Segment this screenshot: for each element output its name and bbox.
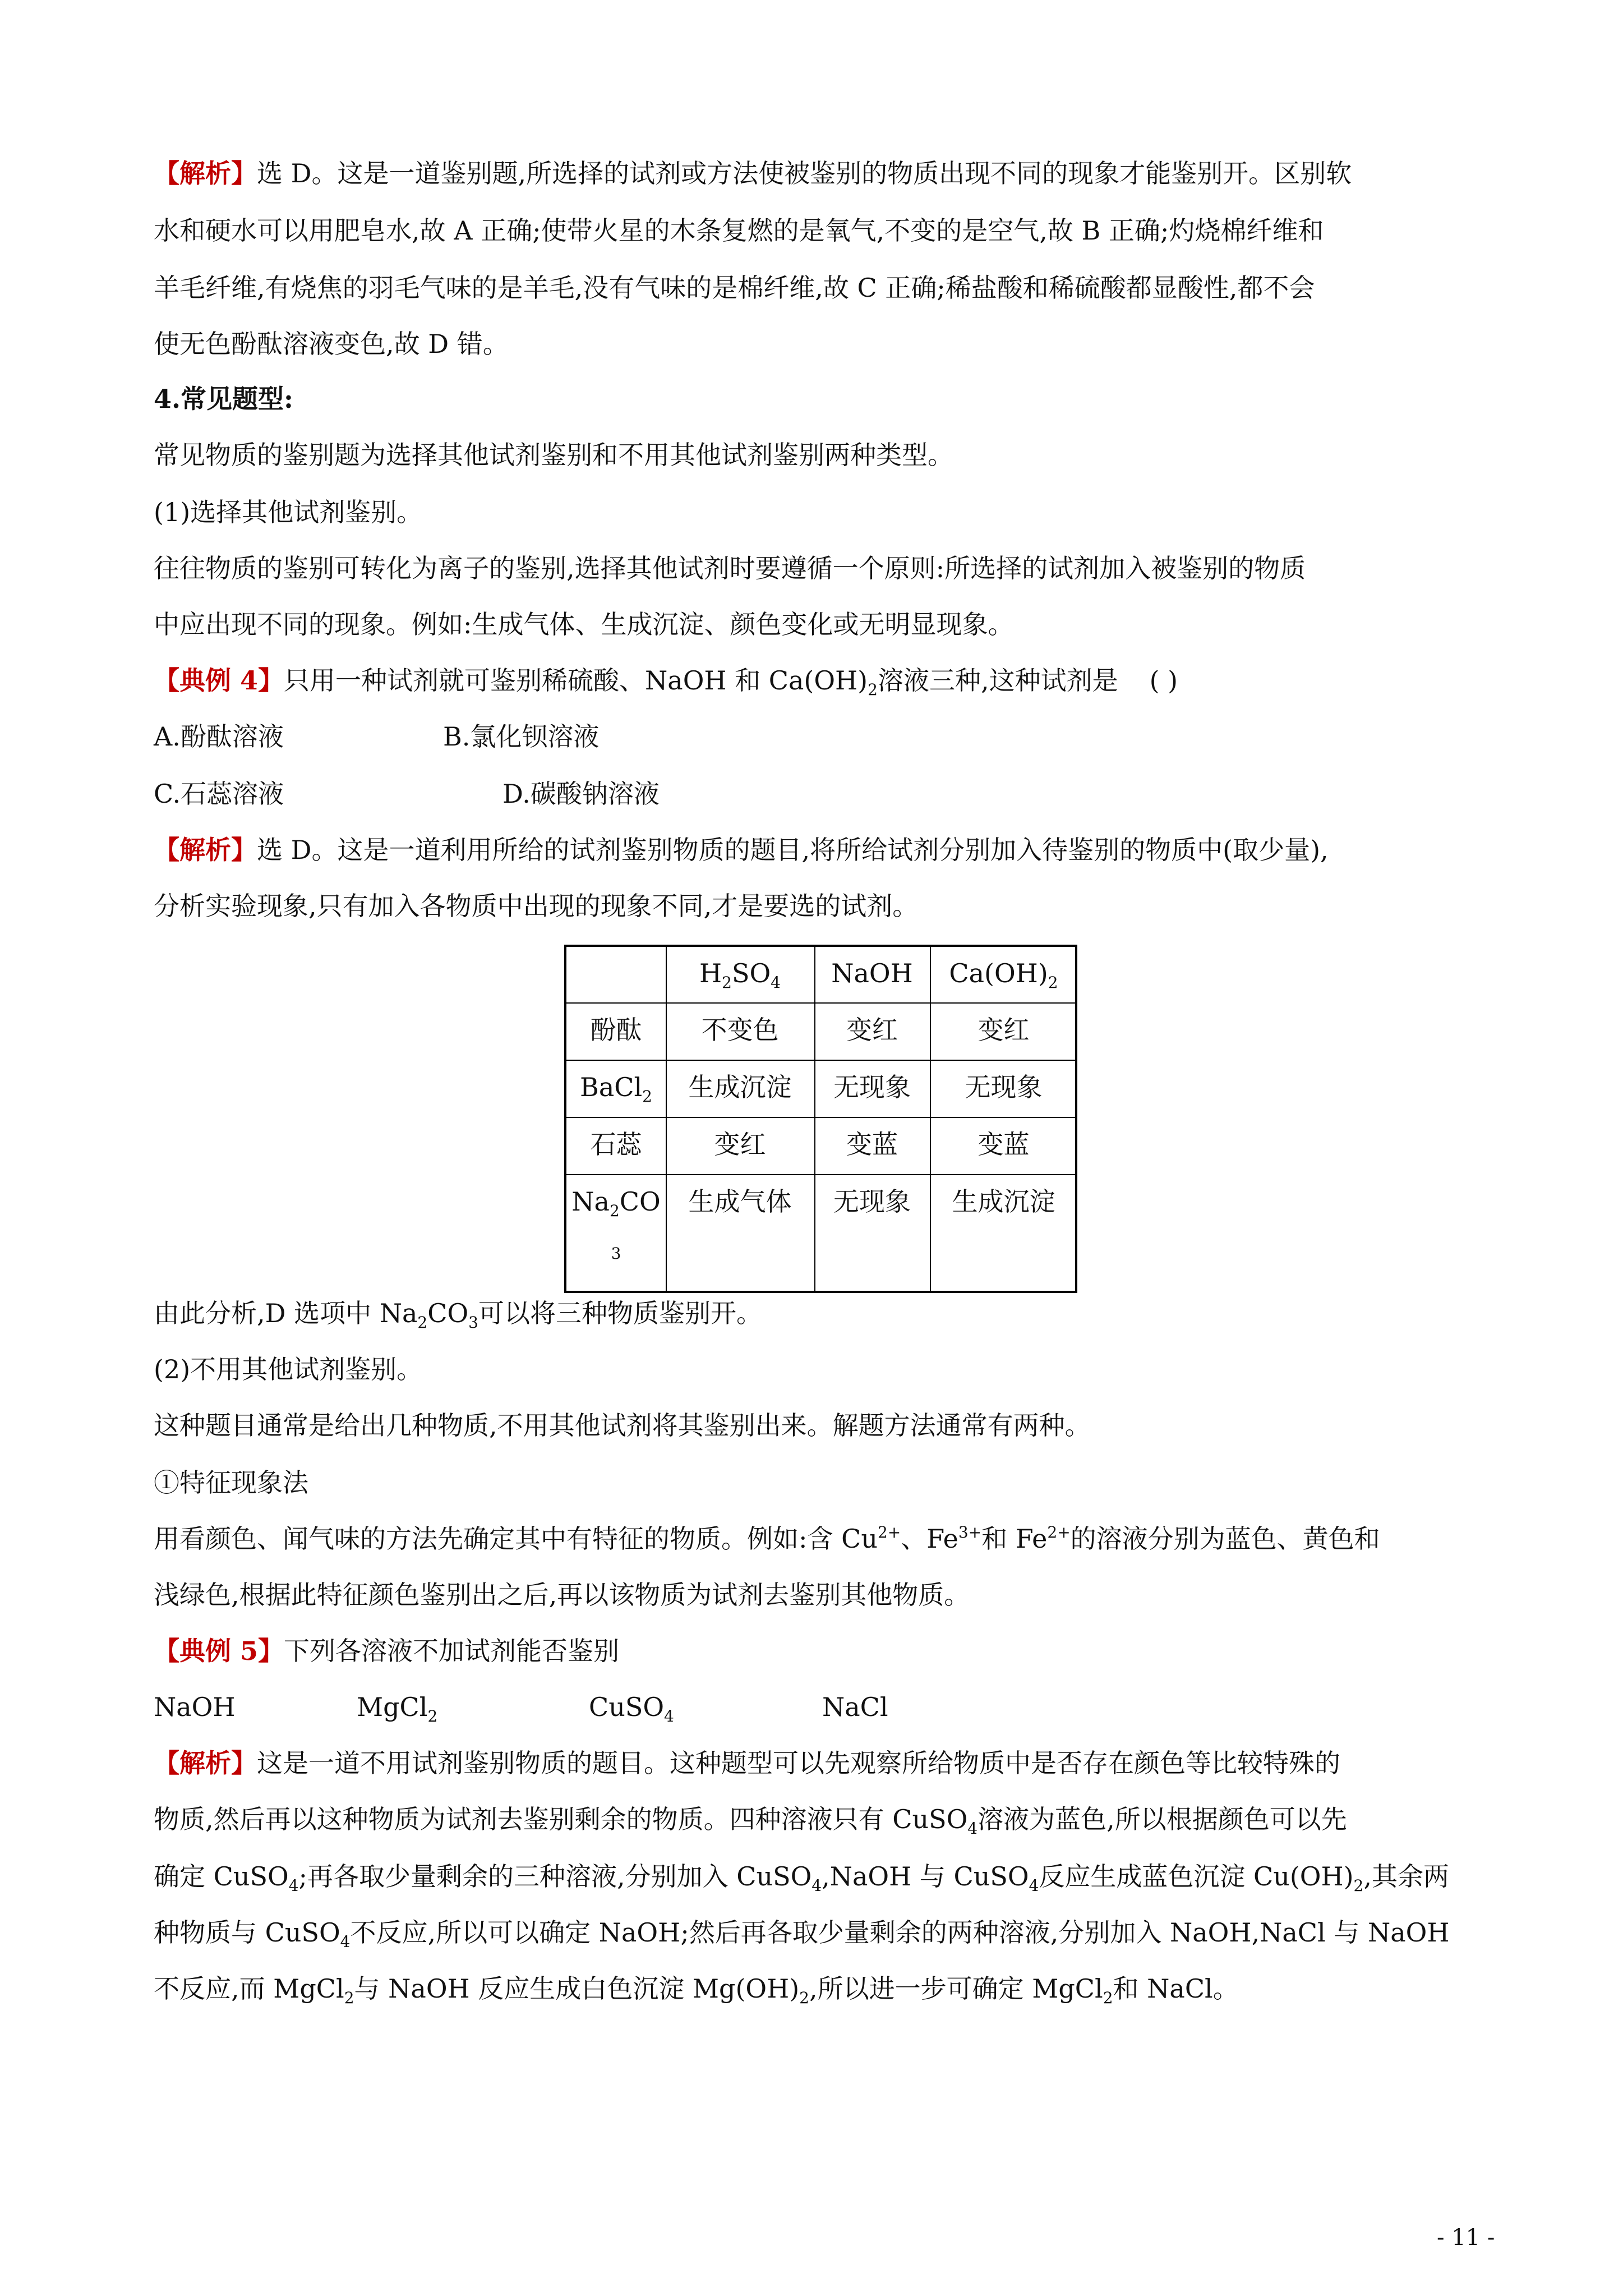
answer-blank: ( ) <box>1149 665 1178 696</box>
table-header-h2so4: $H_2SO_4$ <box>699 958 781 992</box>
table-row-label-na2co3: $Na_2CO$ <box>571 1186 661 1220</box>
table-row-label-bacl2: BaCl$_2$ <box>580 1072 652 1106</box>
option-b: B.氯化钡溶液 <box>443 721 600 752</box>
analysis-tag: 【解析】 <box>154 1748 257 1778</box>
analysis-3-line-3: 确定 CuSO$_4$;再各取少量剩余的三种溶液,分别加入 CuSO$_4$,NaOH 与 CuSO$_4$反应生成蓝色沉淀 $Cu(OH)_2$,其余两 <box>154 1861 1449 1895</box>
analysis-tag: 【解析】 <box>154 835 257 865</box>
table-row-label-na2co3-subscript: 3 <box>611 1244 621 1263</box>
reagent-table <box>564 945 1077 1293</box>
table-header-caoh2: $Ca(OH)_2$ <box>949 958 1058 992</box>
method-intro: 这种题目通常是给出几种物质,不用其他试剂将其鉴别出来。解题方法通常有两种。 <box>154 1410 1091 1441</box>
analysis-1-line-2: 水和硬水可以用肥皂水,故 A 正确;使带火星的木条复燃的是氧气,不变的是空气,故 B 正确;灼烧棉纤维和 <box>154 215 1324 246</box>
option-c: C.石蕊溶液 <box>154 779 284 809</box>
analysis-2-line-2: 分析实验现象,只有加入各物质中出现的现象不同,才是要选的试剂。 <box>154 891 919 921</box>
substance-nacl: NaCl <box>822 1692 888 1722</box>
table-cell: 无现象 <box>833 1072 911 1102</box>
table-divider <box>814 947 815 1291</box>
analysis-3-line-4: 种物质与 CuSO$_4$不反应,所以可以确定 NaOH;然后再各取少量剩余的两种溶液,分别加入 NaOH,NaCl 与 NaOH <box>154 1917 1450 1951</box>
analysis-2-line-1: 【解析】选 D。这是一道利用所给的试剂鉴别物质的题目,将所给试剂分别加入待鉴别的物质中(取少量), <box>154 835 1329 865</box>
example-4-tag: 【典例 4】 <box>154 665 284 696</box>
example-4-question: 【典例 4】只用一种试剂就可鉴别稀硫酸、NaOH 和 $Ca(OH)_2$溶液三种,这种试剂是 ( ) <box>154 665 1178 699</box>
table-header-naoh: NaOH <box>831 958 913 988</box>
table-cell: 变红 <box>846 1015 898 1045</box>
option-a: A.酚酞溶液 <box>154 721 284 752</box>
section-heading: 4.常见题型: <box>154 384 294 414</box>
subsection-1-heading: (1)选择其他试剂鉴别。 <box>154 497 423 527</box>
example-5-tag: 【典例 5】 <box>154 1636 284 1666</box>
table-cell: 变蓝 <box>846 1129 898 1159</box>
method-1-line-2: 浅绿色,根据此特征颜色鉴别出之后,再以该物质为试剂去鉴别其他物质。 <box>154 1580 970 1610</box>
principle-line-2: 中应出现不同的现象。例如:生成气体、生成沉淀、颜色变化或无明显现象。 <box>154 609 1014 639</box>
table-divider <box>566 1174 1075 1175</box>
table-cell: 无现象 <box>965 1072 1043 1102</box>
analysis-1-line-3: 羊毛纤维,有烧焦的羽毛气味的是羊毛,没有气味的是棉纤维,故 C 正确;稀盐酸和稀硫酸都显酸性,都不会 <box>154 273 1315 303</box>
table-cell: 无现象 <box>833 1186 911 1217</box>
method-1-heading: ①特征现象法 <box>154 1467 308 1498</box>
analysis-1-line-1 <box>154 156 1477 191</box>
table-row-label-phenolphthalein: 酚酞 <box>590 1015 642 1045</box>
table-cell: 不变色 <box>701 1015 779 1045</box>
table-cell: 生成沉淀 <box>688 1072 792 1102</box>
table-cell: 生成沉淀 <box>952 1186 1055 1217</box>
table-cell: 变红 <box>978 1015 1030 1045</box>
conclusion-text: 由此分析,D 选项中 $Na_2CO_3$可以将三种物质鉴别开。 <box>154 1298 762 1332</box>
analysis-1-text: 选 D。这是一道鉴别题,所选择的试剂或方法使被鉴别的物质出现不同的现象才能鉴别开。区别软 <box>257 158 1352 188</box>
analysis-3-line-1: 【解析】这是一道不用试剂鉴别物质的题目。这种题型可以先观察所给物质中是否存在颜色等比较特殊的 <box>154 1748 1340 1778</box>
method-1-line-1: 用看颜色、闻气味的方法先确定其中有特征的物质。例如:含 $Cu^{2+}$、$Fe^{3+}$和 $Fe^{2+}$的溶液分别为蓝色、黄色和 <box>154 1523 1380 1554</box>
subsection-2-heading: (2)不用其他试剂鉴别。 <box>154 1354 423 1384</box>
substance-cuso4: CuSO$_4$ <box>589 1692 674 1726</box>
page-number: - 11 - <box>1437 2225 1495 2251</box>
principle-line-1: 往往物质的鉴别可转化为离子的鉴别,选择其他试剂时要遵循一个原则:所选择的试剂加入被鉴别的物质 <box>154 553 1306 583</box>
analysis-1-line-4: 使无色酚酞溶液变色,故 D 错。 <box>154 329 509 359</box>
table-divider <box>930 947 931 1291</box>
intro-text: 常见物质的鉴别题为选择其他试剂鉴别和不用其他试剂鉴别两种类型。 <box>154 440 953 470</box>
table-cell: 变红 <box>714 1129 766 1159</box>
table-row-label-litmus: 石蕊 <box>590 1129 642 1159</box>
table-cell: 变蓝 <box>978 1129 1030 1159</box>
analysis-3-line-5: 不反应,而 MgCl$_2$与 NaOH 反应生成白色沉淀 $Mg(OH)_2$,所以进一步可确定 MgCl$_2$和 NaCl。 <box>154 1973 1239 2007</box>
analysis-3-line-2: 物质,然后再以这种物质为试剂去鉴别剩余的物质。四种溶液只有 CuSO$_4$溶液为蓝色,所以根据颜色可以先 <box>154 1804 1347 1838</box>
table-divider <box>566 1060 1075 1061</box>
option-d: D.碳酸钠溶液 <box>502 779 660 809</box>
substance-mgcl2: MgCl$_2$ <box>357 1692 438 1726</box>
example-5-question: 【典例 5】下列各溶液不加试剂能否鉴别 <box>154 1636 620 1666</box>
table-cell: 生成气体 <box>688 1186 792 1217</box>
substance-naoh: NaOH <box>154 1692 236 1722</box>
table-divider <box>666 947 667 1291</box>
table-divider <box>566 1117 1075 1118</box>
table-divider <box>566 1002 1075 1004</box>
analysis-tag: 【解析】 <box>154 158 257 188</box>
